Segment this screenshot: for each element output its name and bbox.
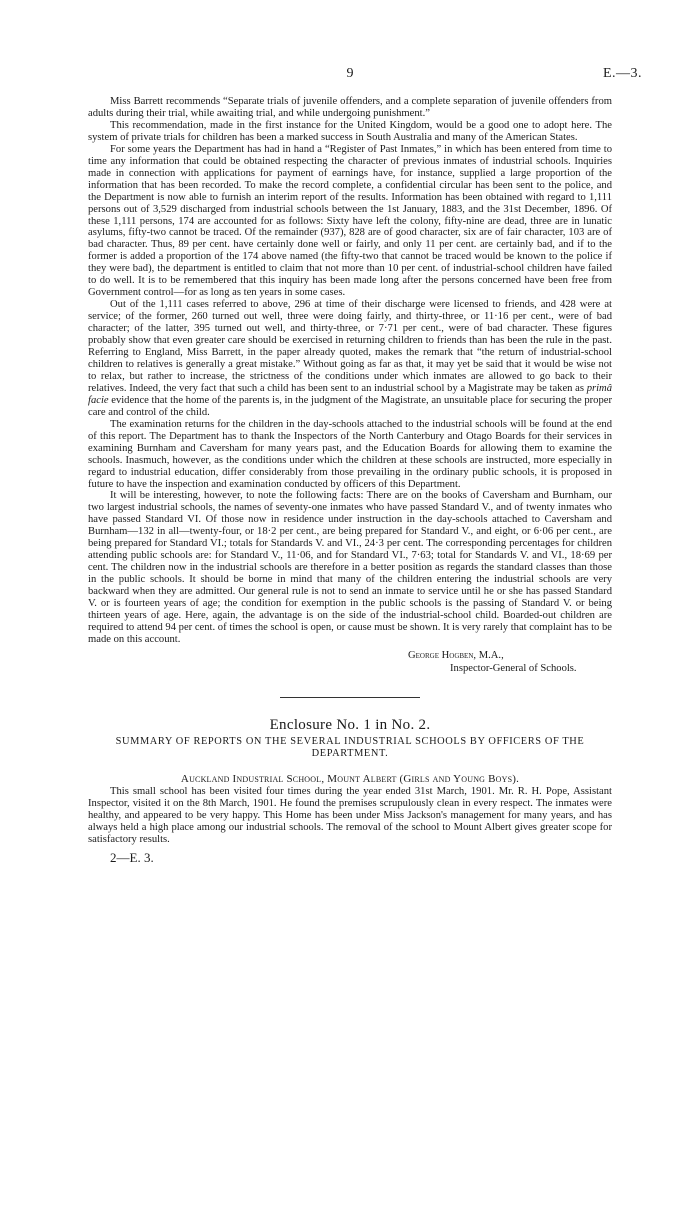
paragraph-licensed-cases-text: Out of the 1,111 cases referred to above, 296 at time of their discharge were licensed to friends, and 428 were at service; of the former, 260 turned out well, three were doing fairly, and thirty-three, or 11·16 per cent., were of bad character; of the latter, 395 turned out well, and thirty-three, or 7·71 per cent., were of bad character. These figures probably show that even greater care should be exercised in returning children to friends than has been the rule in the past. Referring to England, Miss Barrett, in the paper already quoted, makes the remark that “the return of industrial-school children to relatives is generally a great mistake.” Without going as far as that, it may yet be said that it would be wise not to relax, but rather to increase, the strictness of the conditions under which inmates are allowed to go back to their relatives. Indeed, the very fact that such a child has been sent to an industrial school by a Magistrate may be taken as xyxy=(88,299,612,394)
paragraph-register-past-inmates: For some years the Department has had in hand a “Register of Past Inmates,” in which has been entered from time to time any information that could be obtained respecting the character of previous inmates of industrial schools. Inquiries made in connection with applications for payment of earnings have, for instance, supplied a large proportion of the information that has been recorded. To make the record complete, a confidential circular has been sent to the police, and the Department is now able to furnish an interim report of the results. Information has been obtained with regard to 1,111 persons out of 3,529 discharged from industrial schools between the 1st January, 1883, and the 31st December, 1896. Of these 1,111 persons, 174 are accounted for as follows: Sixty have left the colony, fifty-nine are dead, three are in lunatic asylums, fifty-two cannot be traced. Of the remainder (937), 828 are of good character, six are of fair character, 103 are of bad character. Thus, 89 per cent. have certainly done well or fairly, and only 11 per cent. are certainly bad, and if to the former is added a proportion of the 174 above named (the fifty-two that cannot be traced would be known to the police if they were bad), the department is entitled to claim that not more than 10 per cent. of industrial-school children have failed to do well. It is to be remembered that this inquiry has been made long after the persons concerned have been free from Government control—for as long as ten years in some cases. xyxy=(88,143,612,299)
paragraph-auckland-school: This small school has been visited four times during the year ended 31st March, 1901. Mr. R. H. Pope, Assistant Inspector, visited it on the 8th March, 1901. He found the premises scrupulously clean in every respect. The inmates were healthy, and appeared to be very happy. This Home has been under Miss Jackson's management for many years, and has always held a high place among our industrial schools. The removal of the school to Mount Albert gives greater scope for satisfactory results. xyxy=(88,785,612,845)
prima-facie-phrase: primâ facie xyxy=(88,382,612,406)
page-number: 9 xyxy=(346,66,354,81)
section-divider xyxy=(280,697,420,698)
signature-person: George Hogben xyxy=(408,649,474,661)
page-header xyxy=(88,66,642,82)
paragraph-standards-comparison: It will be interesting, however, to note the following facts: There are on the books of Caversham and Burnham, our two largest industrial schools, the names of seventy-one inmates who have passed Standard V., and of twenty inmates who have passed Standard VI. Of those now in residence under instruction in the day-schools attached to Caversham and Burnham—132 in all—twenty-four, or 18·2 per cent., are being prepared for Standard V., and eight, or 6·06 per cent., are being prepared for Standard VI.; totals for Standards V. and VI., 24·3 per cent. The corresponding percentages for children attending public schools are: for Standard V., 11·06, and for Standard VI., 7·63; total for Standards V. and VI., 18·69 per cent. The children now in the industrial schools are therefore in a better position as regards the standard classes than those in the public schools. It should be borne in mind that many of the children entering the industrial schools are very backward when they are admitted. Our general rule is not to send an inmate to service until he or she has passed Standard V. or is fourteen years of age; the condition for exemption in the public schools is the passing of Standard V. or being thirteen years of age. Here, again, the advantage is on the side of the industrial-school child. Boarded-out children are required to attend 94 per cent. of times the school is open, or cause must be shown. It is very rarely that complaint has to be made on this account. xyxy=(88,490,612,645)
paragraph-examination-returns: The examination returns for the children in the day-schools attached to the industrial schools will be found at the end of this report. The Department has to thank the Inspectors of the North Canterbury and Otago Boards for their services in examining Burnham and Caversham for many years past, and the Education Boards for allowing them to examine the schools. Inasmuch, however, as the conditions under which the children at these schools are instructed, more especially in regard to industrial education, differ considerably from those prevailing in the ordinary public schools, it is proposed in future to have the inspection and examination conducted by officers of this Department. xyxy=(88,418,612,490)
paragraph-licensed-cases xyxy=(88,299,612,419)
school-heading: Auckland Industrial School, Mount Albert (Girls and Young Boys). xyxy=(180,772,520,785)
paragraph-barrett-recommendation: Miss Barrett recommends “Separate trials of juvenile offenders, and a complete separation of juvenile offenders from adults during their trial, while awaiting trial, and while undergoing punishment.” xyxy=(88,96,612,119)
signature-degree: , M.A., xyxy=(473,649,504,661)
paragraph-private-trials: This recommendation, made in the first instance for the United Kingdom, would be a good one to adopt here. The system of private trials for children has been a marked success in South Australia and many of the American States. xyxy=(88,119,612,143)
paragraph-licensed-cases-end: evidence that the home of the parents is, in the judgment of the Magistrate, an unsuitable place for securing the proper care and control of the child. xyxy=(88,394,612,418)
footer-signature-code: 2—E. 3. xyxy=(110,849,154,865)
signature-block xyxy=(88,649,612,675)
enclosure-title: Enclosure No. 1 in No. 2. xyxy=(269,716,431,733)
signature-title: Inspector-General of Schools. xyxy=(450,662,577,674)
document-code: E.—3. xyxy=(602,66,642,81)
report-body xyxy=(88,96,612,863)
signature-name xyxy=(88,649,612,662)
summary-title: SUMMARY OF REPORTS ON THE SEVERAL INDUSTRIAL SCHOOLS BY OFFICERS OF THE DEPARTMENT. xyxy=(115,735,585,760)
